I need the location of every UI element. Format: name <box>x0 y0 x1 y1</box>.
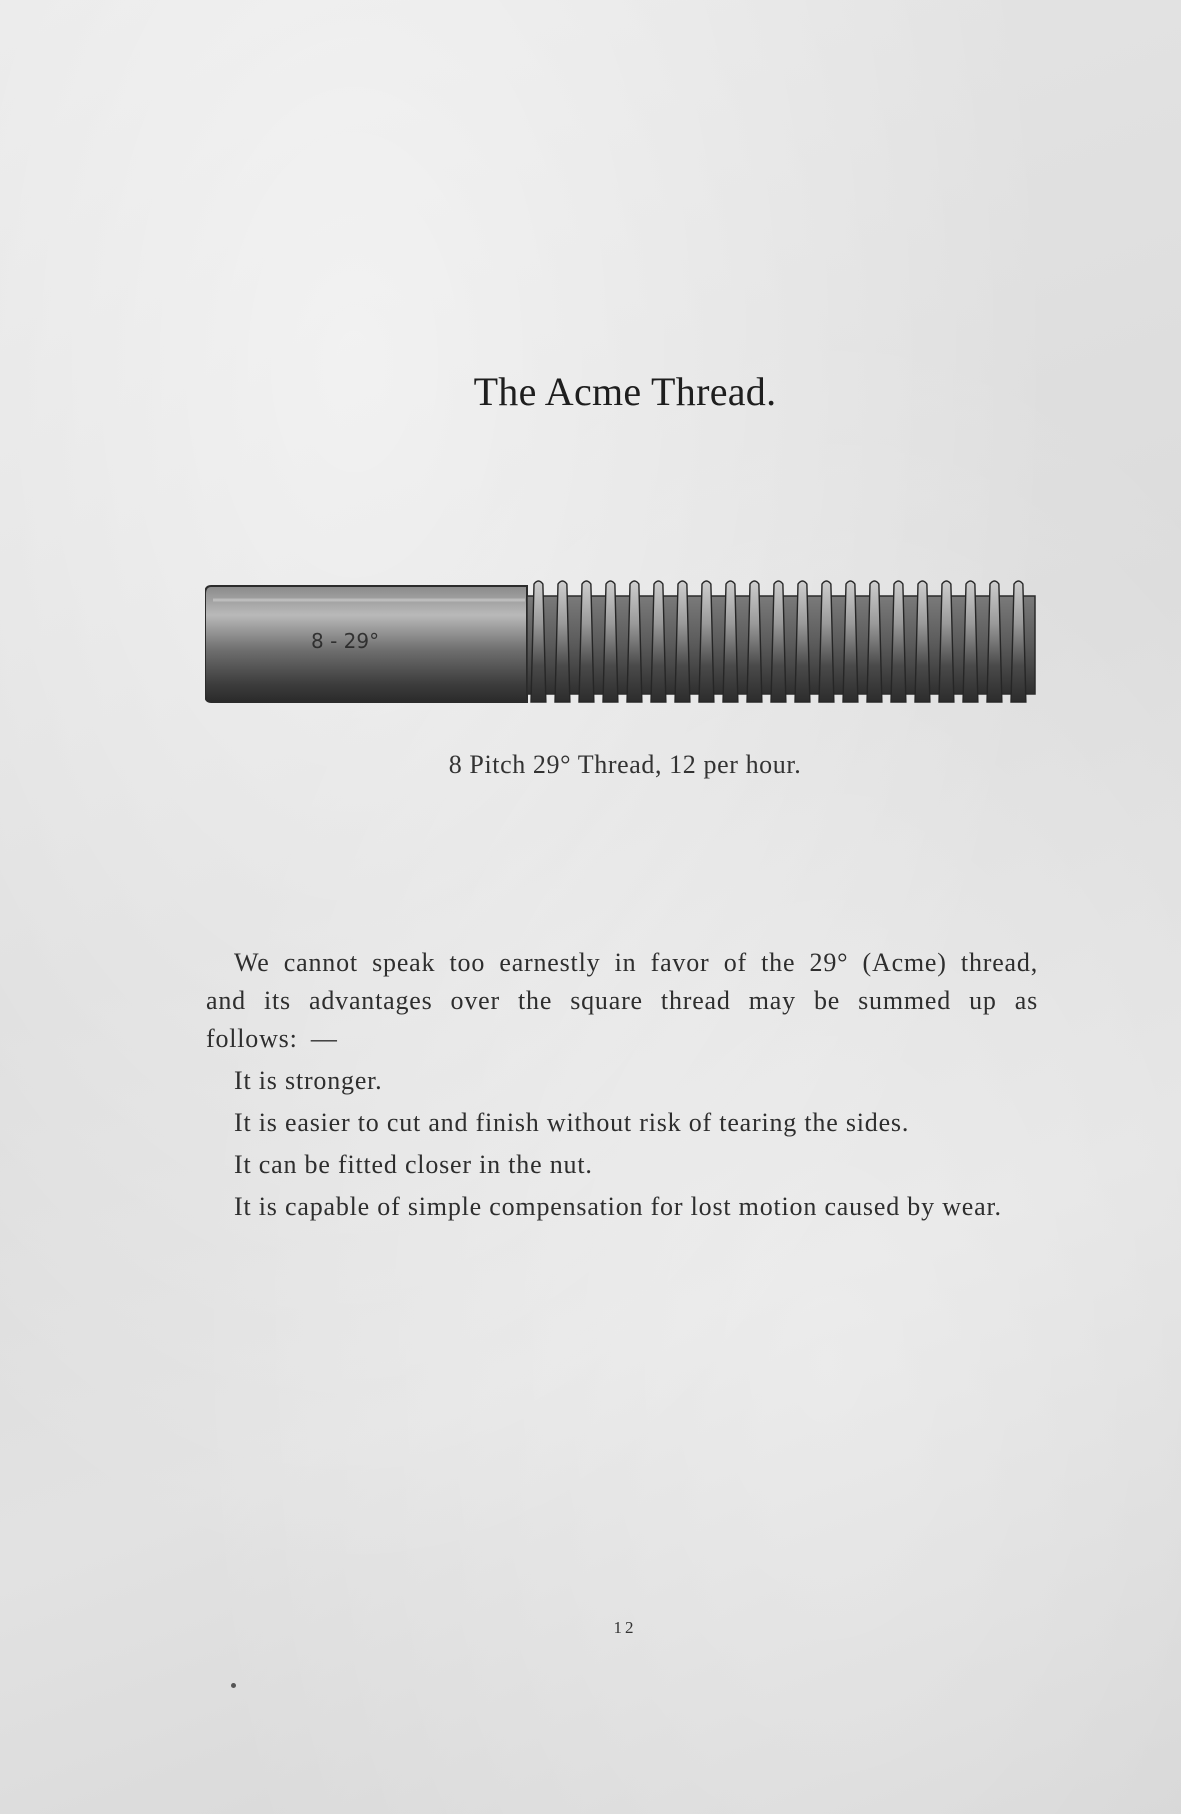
thread-tooth <box>531 581 546 702</box>
thread-tooth <box>771 581 786 702</box>
thread-tooth <box>579 581 594 702</box>
advantage-item: It can be fitted closer in the nut. <box>234 1150 593 1179</box>
advantage-item: It is capable of simple compensation for lost motion caused by wear. <box>234 1192 1002 1221</box>
figure-caption: 8 Pitch 29° Thread, 12 per hour. <box>448 750 802 779</box>
thread-tap-drawing <box>205 578 1043 710</box>
advantage-item: It is stronger. <box>234 1066 383 1095</box>
page-title: The Acme Thread. <box>473 369 777 414</box>
thread-tooth <box>987 581 1002 702</box>
thread-tooth <box>939 581 954 702</box>
thread-tooth <box>915 581 930 702</box>
page-number: 12 <box>613 1618 637 1637</box>
thread-tooth <box>891 581 906 702</box>
thread-tooth <box>627 581 642 702</box>
thread-tooth <box>1011 581 1026 702</box>
thread-tooth <box>675 581 690 702</box>
thread-tooth <box>555 581 570 702</box>
body-text <box>206 944 1038 1230</box>
thread-tooth <box>963 581 978 702</box>
thread-tooth <box>747 581 762 702</box>
thread-tooth <box>723 581 738 702</box>
thread-tooth <box>651 581 666 702</box>
thread-tooth <box>795 581 810 702</box>
thread-teeth <box>531 581 1026 702</box>
thread-tooth <box>819 581 834 702</box>
thread-tooth <box>867 581 882 702</box>
paper-speck <box>231 1683 236 1688</box>
thread-tooth <box>843 581 858 702</box>
advantage-item: It is easier to cut and finish without risk of tearing the sides. <box>234 1108 910 1137</box>
thread-tooth <box>603 581 618 702</box>
thread-tooth <box>699 581 714 702</box>
tap-stamp-marking: 8 - 29° <box>311 629 380 653</box>
intro-paragraph: We cannot speak too earnestly in favor of the 29° (Acme) thread, and its advantages over the square thread may be summed up as follows: — <box>206 948 1038 1053</box>
acme-thread-tap-illustration <box>205 578 1043 710</box>
